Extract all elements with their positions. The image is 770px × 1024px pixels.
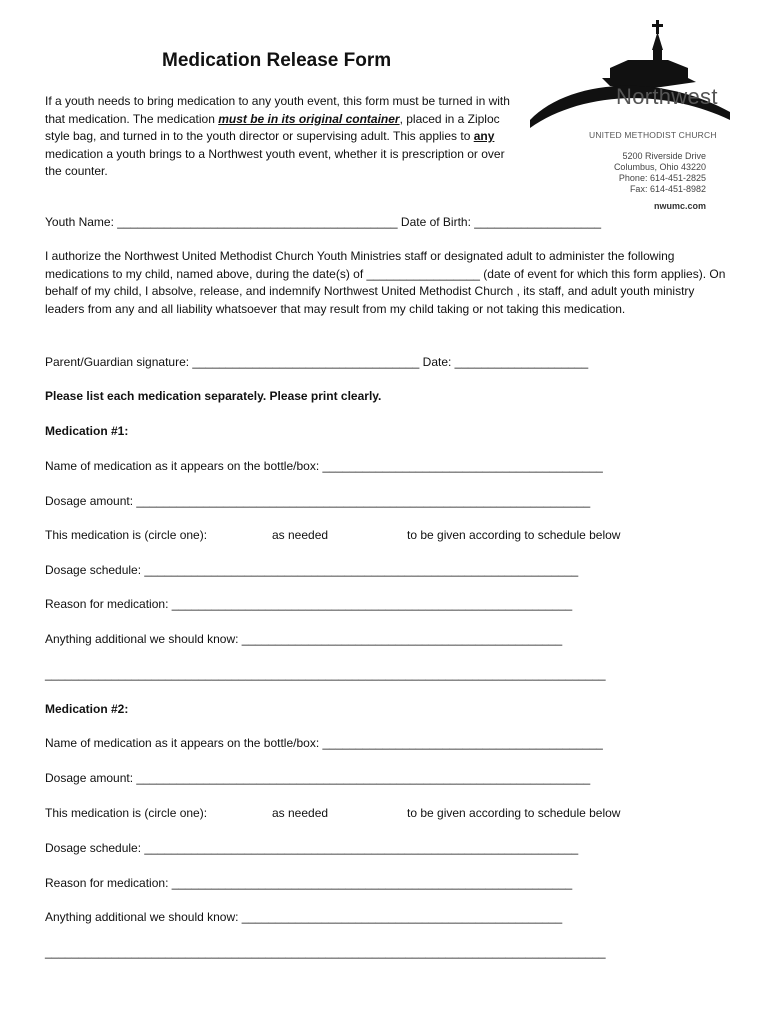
medication-2-schedule-line[interactable]: Dosage schedule: _________________________________________________________________ <box>45 841 579 855</box>
medication-2-heading: Medication #2: <box>45 702 129 716</box>
medication-1-blank-line[interactable]: ____________________________________________________________________________________ <box>45 667 606 681</box>
medication-2-dosage-line[interactable]: Dosage amount: ____________________________________________________________________ <box>45 771 591 785</box>
medication-1-option-as-needed[interactable]: as needed <box>272 528 329 542</box>
intro-text-1: If a youth needs to bring medication to any youth event, this form must be turned in with that medication. The medication <box>45 94 510 126</box>
medication-2-circle-label: This medication is (circle one): <box>45 806 208 820</box>
church-subtitle: UNITED METHODIST CHURCH <box>589 130 717 140</box>
medication-1-reason-line[interactable]: Reason for medication: ____________________________________________________________ <box>45 597 573 611</box>
intro-any: any <box>473 129 495 143</box>
page-title: Medication Release Form <box>162 50 392 71</box>
intro-emphasis: must be in its original container <box>218 111 400 126</box>
address-city: Columbus, Ohio 43220 <box>613 162 706 172</box>
signature-line[interactable]: Parent/Guardian signature: __________________________________ Date: ____________________ <box>45 355 589 369</box>
medication-1-option-schedule[interactable]: to be given according to schedule below <box>407 528 621 542</box>
medication-2-reason-line[interactable]: Reason for medication: ____________________________________________________________ <box>45 876 573 890</box>
medication-1-dosage-line[interactable]: Dosage amount: ____________________________________________________________________ <box>45 494 591 508</box>
church-fax: Fax: 614-451-8982 <box>629 184 706 194</box>
instructions: Please list each medication separately. Please print clearly. <box>45 389 382 403</box>
authorization-paragraph: I authorize the Northwest United Methodist Church Youth Ministries staff or designated adult to administer the following medications to my child, named above, during the date(s) of _________________ (date of event for which this form applies). On behalf of my child, I absolve, release, and indemnify Northwest United Methodist Church , its staff, and adult youth ministry leaders from any and all liability whatsoever that may result from my child taking or not taking this medication. <box>45 249 726 316</box>
church-url: nwumc.com <box>654 201 707 211</box>
medication-2-option-as-needed[interactable]: as needed <box>272 806 329 820</box>
intro-text-3: medication a youth brings to a Northwest youth event, whether it is prescription or over the counter. <box>45 146 505 178</box>
medication-2-option-schedule[interactable]: to be given according to schedule below <box>407 806 621 820</box>
medication-1-additional-line[interactable]: Anything additional we should know: ________________________________________________ <box>45 632 563 646</box>
church-name: Northwest <box>616 84 718 109</box>
intro-paragraph <box>45 93 520 181</box>
address-street: 5200 Riverside Drive <box>622 151 706 161</box>
medication-2-additional-line[interactable]: Anything additional we should know: ________________________________________________ <box>45 910 563 924</box>
church-phone: Phone: 614-451-2825 <box>618 173 706 183</box>
intro-text-2: , placed in a Ziploc style bag, and turned in to the youth director or supervising adult. This applies to <box>45 111 500 143</box>
youth-name-line[interactable]: Youth Name: __________________________________________ Date of Birth: ___________________ <box>45 215 602 229</box>
medication-1-circle-label: This medication is (circle one): <box>45 528 208 542</box>
medication-2-blank-line[interactable]: ____________________________________________________________________________________ <box>45 945 606 959</box>
medication-1-schedule-line[interactable]: Dosage schedule: _________________________________________________________________ <box>45 563 579 577</box>
medication-1-heading: Medication #1: <box>45 424 129 438</box>
church-address <box>600 151 706 195</box>
medication-1-name-line[interactable]: Name of medication as it appears on the bottle/box: __________________________________________ <box>45 459 603 473</box>
medication-2-name-line[interactable]: Name of medication as it appears on the bottle/box: __________________________________________ <box>45 736 603 750</box>
